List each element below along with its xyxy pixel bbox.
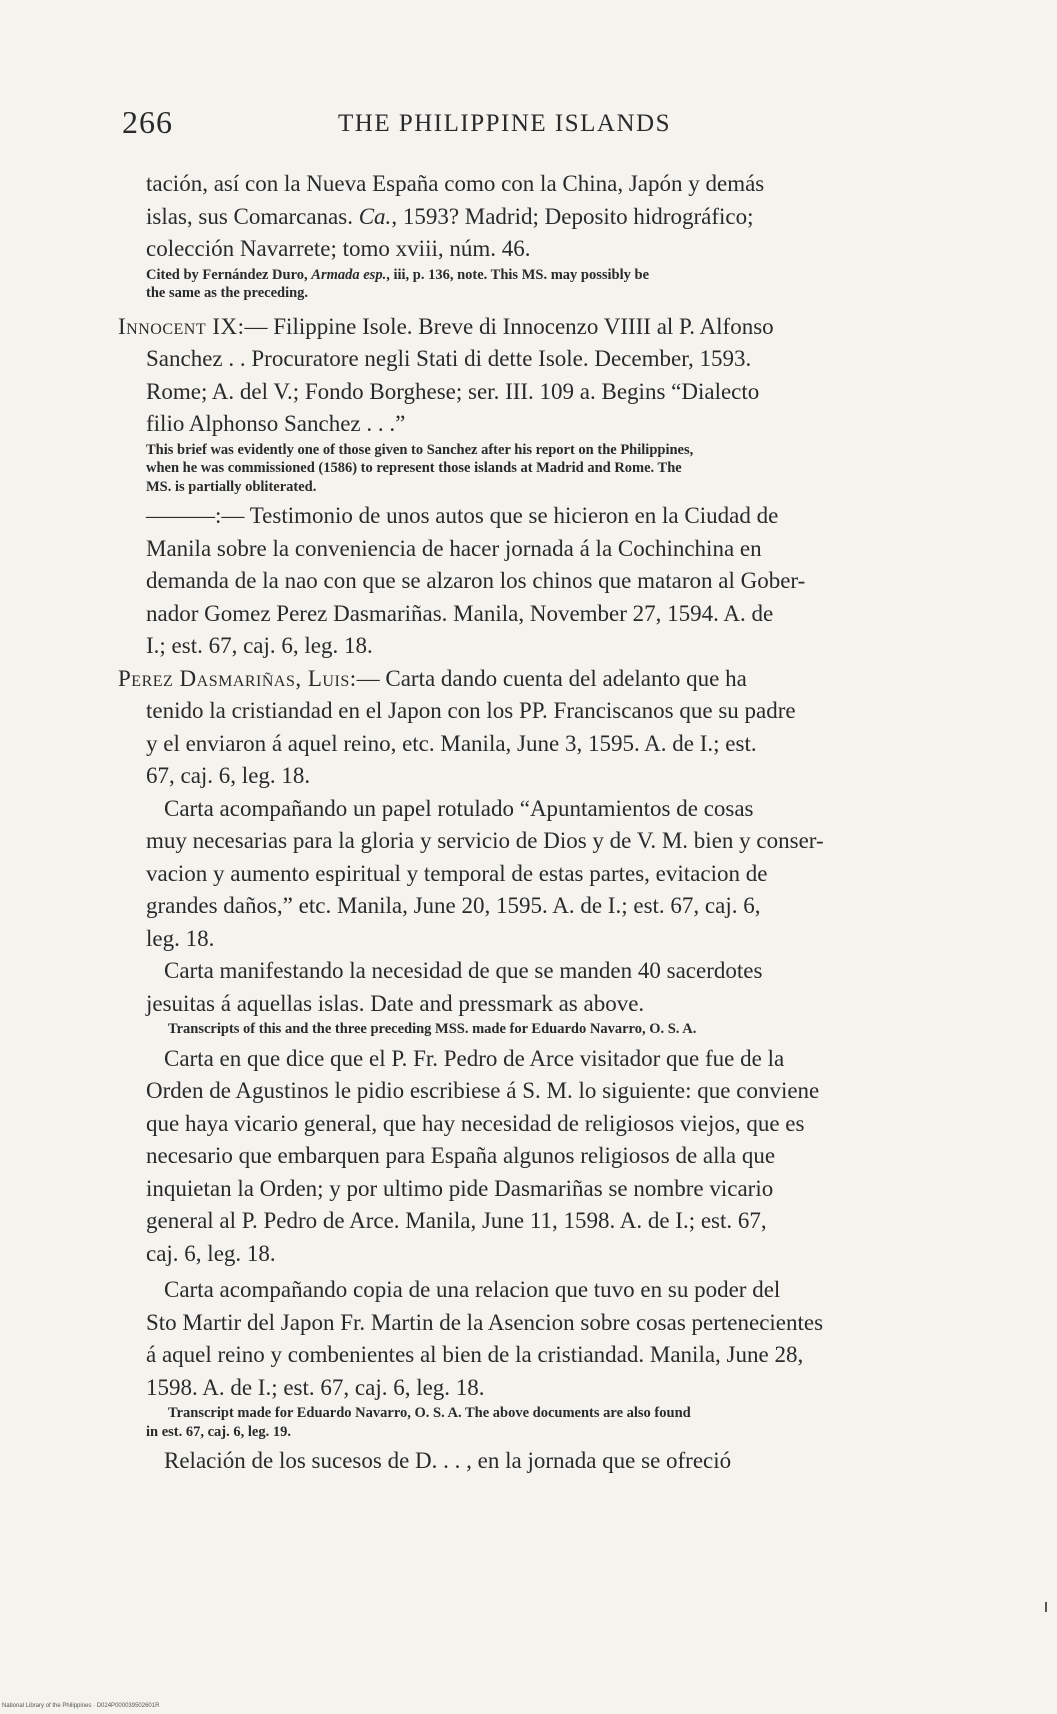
entry-author: Perez Dasmariñas, Luis: — [118, 665, 357, 691]
text-line: Sanchez . . Procuratore negli Stati di dette Isole. December, 1593. — [146, 346, 752, 371]
entry-testimonio — [118, 500, 918, 663]
italic-span: Armada esp. — [311, 266, 387, 283]
text-line: jesuitas á aquellas islas. Date and pressmark as above. — [146, 990, 645, 1016]
text-line — [118, 663, 918, 696]
text-line: Carta en que dice que el P. Fr. Pedro de Arce visitador que fue de la — [164, 1045, 785, 1071]
text-line — [118, 311, 918, 344]
entry-continuation — [118, 168, 918, 303]
footnote-line: Transcripts of this and the three preceding MSS. made for Eduardo Navarro, O. S. A. — [168, 1021, 697, 1037]
text-line: y el enviaron á aquel reino, etc. Manila, June 3, 1595. A. de I.; est. — [146, 730, 757, 756]
text-line: grandes daños,” etc. Manila, June 20, 1595. A. de I.; est. 67, caj. 6, — [146, 893, 761, 918]
text-line: filio Alphonso Sanchez . . .” — [146, 411, 406, 436]
text-span: — Filippine Isole. Breve di Innocenzo VIIII al P. Alfonso — [244, 313, 774, 339]
entry-carta-sacerdotes — [118, 955, 918, 1039]
footnote-line: in est. 67, caj. 6, leg. 19. — [146, 1423, 291, 1440]
text-line: Carta manifestando la necesidad de que se manden 40 sacerdotes — [164, 958, 763, 983]
text-line: leg. 18. — [146, 925, 215, 951]
text-line: tación, así con la Nueva España como con la China, Japón y demás — [146, 171, 765, 196]
print-speck — [1045, 1602, 1047, 1612]
entry-carta-relacion — [118, 1274, 918, 1441]
text-span: , iii, p. 136, note. This MS. may possibly be — [386, 266, 650, 283]
entry-carta-arce — [118, 1043, 918, 1271]
text-span: — Carta dando cuenta del adelanto que ha — [356, 665, 747, 691]
page-body — [118, 168, 918, 1478]
entry-carta-apuntamientos — [118, 793, 918, 956]
footnote-line: MS. is partially obliterated. — [146, 478, 317, 495]
text-line: Carta acompañando un papel rotulado “Apuntamientos de cosas — [164, 795, 754, 821]
entry-perez-dasmarinas — [118, 663, 918, 793]
text-line: demanda de la nao con que se alzaron los chinos que mataron al Gober- — [146, 568, 806, 593]
text-line: muy necesarias para la gloria y servicio de Dios y de V. M. bien y conser- — [146, 828, 824, 853]
text-line — [118, 201, 918, 234]
entry-author: Innocent IX: — [118, 313, 245, 339]
footnote-line: This brief was evidently one of those given to Sanchez after his report on the Philippines, — [146, 441, 694, 458]
text-span: islas, sus Comarcanas. — [146, 203, 353, 229]
scan-credit: National Library of the Philippines · D024P000039502601R — [2, 1703, 160, 1709]
text-line: Sto Martir del Japon Fr. Martin de la Asencion sobre cosas pertenecientes — [146, 1309, 824, 1335]
text-line: caj. 6, leg. 18. — [146, 1240, 276, 1266]
text-line: Carta acompañando copia de una relacion que tuvo en su poder del — [164, 1277, 781, 1302]
text-line: inquietan la Orden; y por ultimo pide Dasmariñas se nombre vicario — [146, 1175, 774, 1201]
entry-innocent-ix — [118, 311, 918, 497]
footnote-line: when he was commissioned (1586) to represent those islands at Madrid and Rome. The — [146, 460, 682, 476]
footnote-line: Transcript made for Eduardo Navarro, O. S. A. The above documents are also found — [168, 1405, 691, 1421]
text-line: vacion y aumento espiritual y temporal de estas partes, evitacion de — [146, 860, 768, 886]
page-header — [122, 98, 912, 158]
text-line: I.; est. 67, caj. 6, leg. 18. — [146, 633, 373, 658]
text-line: Relación de los sucesos de D. . . , en la jornada que se ofreció — [164, 1448, 732, 1473]
footnote-line: the same as the preceding. — [146, 285, 309, 301]
text-line: necesario que embarquen para España algunos religiosos de alla que — [146, 1143, 776, 1168]
text-line: nador Gomez Perez Dasmariñas. Manila, November 27, 1594. A. de — [146, 600, 774, 626]
page-number: 266 — [122, 104, 173, 140]
text-span: , 1593? Madrid; Deposito hidrográfico; — [391, 203, 754, 229]
text-line: que haya vicario general, que hay necesidad de religiosos viejos, que es — [146, 1110, 805, 1136]
text-line: 1598. A. de I.; est. 67, caj. 6, leg. 18. — [146, 1374, 485, 1400]
text-line: Rome; A. del V.; Fondo Borghese; ser. III. 109 a. Begins “Dialecto — [146, 378, 760, 404]
text-line: colección Navarrete; tomo xviii, núm. 46. — [146, 236, 531, 261]
text-line: Manila sobre la conveniencia de hacer jornada á la Cochinchina en — [146, 535, 762, 561]
text-line: Orden de Agustinos le pidio escribiese á S. M. lo siguiente: que conviene — [146, 1078, 820, 1103]
footnote-line — [118, 266, 918, 285]
text-line: ———:— Testimonio de unos autos que se hicieron en la Ciudad de — [146, 503, 779, 528]
italic-span: Ca. — [358, 203, 392, 229]
running-title: THE PHILIPPINE ISLANDS — [338, 110, 671, 137]
text-line: tenido la cristiandad en el Japon con los PP. Franciscanos que su padre — [146, 698, 796, 723]
text-line: á aquel reino y combenientes al bien de la cristiandad. Manila, June 28, — [146, 1342, 804, 1367]
entry-relacion-sucesos — [118, 1445, 918, 1478]
text-line: general al P. Pedro de Arce. Manila, June 11, 1598. A. de I.; est. 67, — [146, 1208, 767, 1233]
text-line: 67, caj. 6, leg. 18. — [146, 763, 311, 788]
text-span: Cited by Fernández Duro, — [146, 266, 312, 283]
